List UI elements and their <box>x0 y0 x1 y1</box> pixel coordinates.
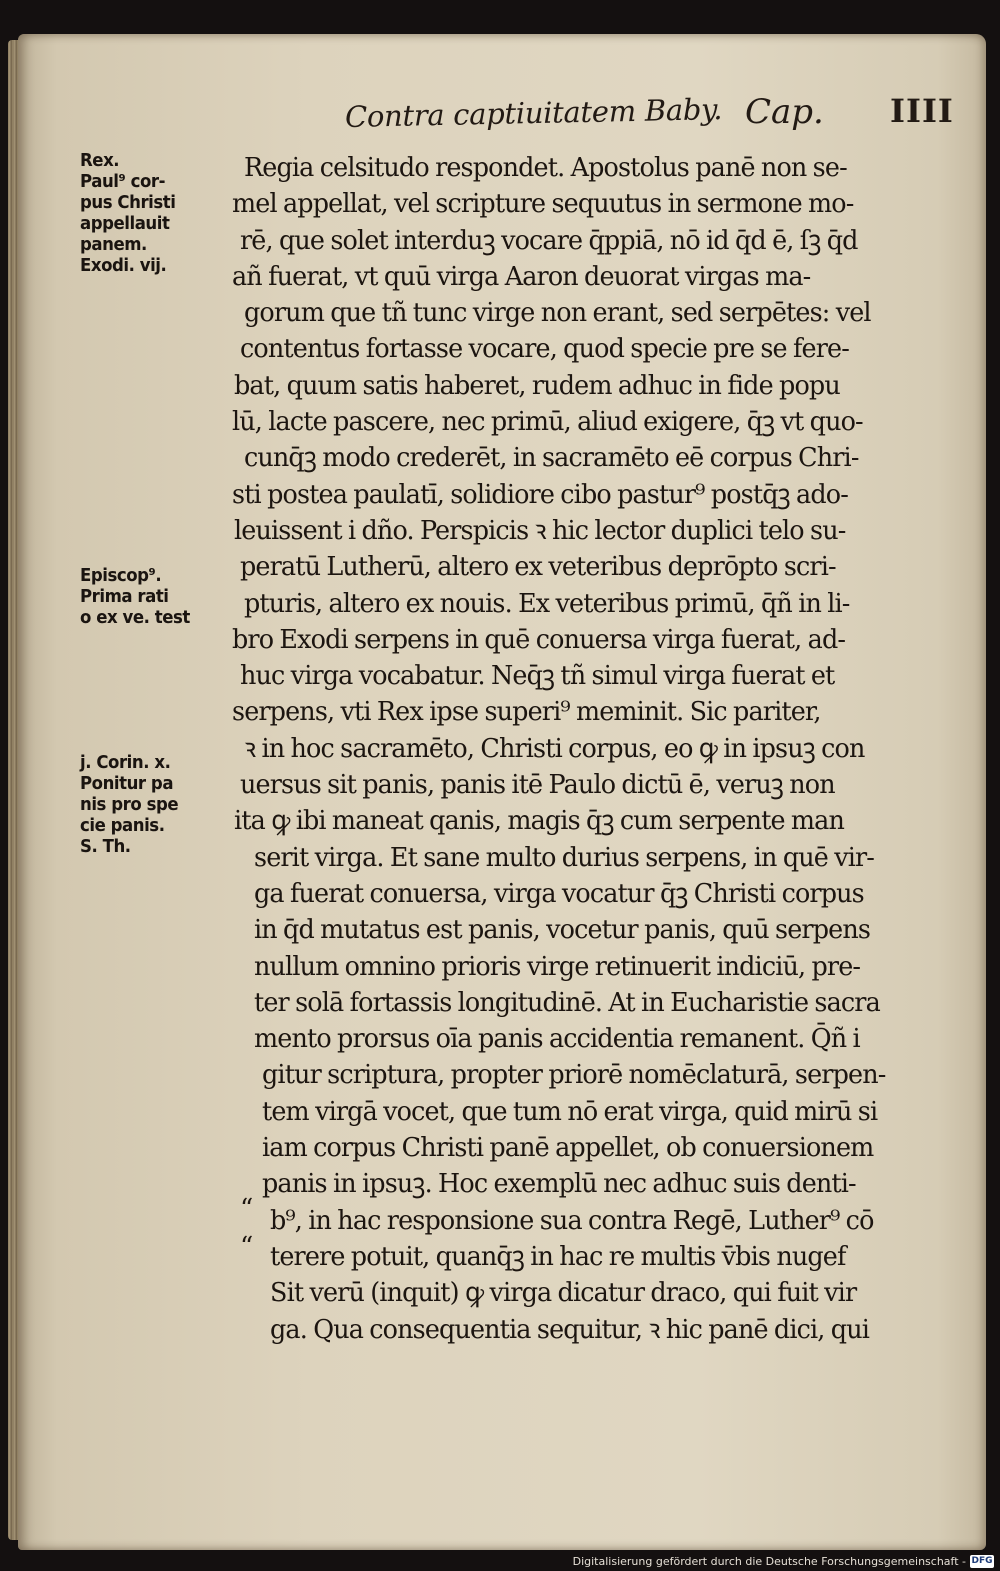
text-line: ter solā fortassis longitudinē. At in Eucharistie sacra <box>254 986 880 1018</box>
text-line: ga. Qua consequentia sequitur, ꝛ hic panē dici, qui <box>270 1313 869 1345</box>
marginal-line: j. Corin. x. <box>80 752 171 773</box>
text-line: bro Exodi serpens in quē conuersa virga fuerat, ad- <box>232 623 846 655</box>
text-line: serpens, vti Rex ipse superi⁹ meminit. Sic pariter, <box>232 696 821 728</box>
text-line: peratū Lutherū, altero ex veteribus deprōpto scri- <box>240 551 836 583</box>
text-line: leuissent i dño. Perspicis ꝛ hic lector duplici telo su- <box>234 514 846 546</box>
folio-number: IIII <box>890 92 954 130</box>
quotation-mark: “ <box>240 1232 254 1262</box>
text-line: huc virga vocabatur. Neq̄ꝫ tñ simul virga fuerat et <box>240 660 835 692</box>
dfg-logo: DFG <box>971 1556 993 1566</box>
running-title: Contra captiuitatem Baby. <box>344 92 723 134</box>
text-line: contentus fortasse vocare, quod specie pre se fere- <box>240 333 849 365</box>
text-line: Regia celsitudo respondet. Apostolus panē non se- <box>244 152 847 183</box>
marginal-line: panem. <box>80 234 147 255</box>
page-header <box>345 92 965 142</box>
text-line: mento prorsus oīa panis accidentia remanent. Q̄ñ i <box>254 1023 860 1055</box>
main-text-block <box>232 150 972 1348</box>
text-line: ga fuerat conuersa, virga vocatur q̄ꝫ Christi corpus <box>254 877 864 909</box>
marginal-line: cie panis. <box>80 815 165 836</box>
digitization-credit: Digitalisierung gefördert durch die Deutsche Forschungsgemeinschaft - <box>572 1555 966 1568</box>
text-line: pturis, altero ex nouis. Ex veteribus primū, q̄ñ in li- <box>244 587 850 619</box>
text-line: iam corpus Christi panē appellet, ob conuersionem <box>262 1132 874 1164</box>
text-line: in q̄d mutatus est panis, vocetur panis, quū serpens <box>254 914 871 946</box>
marginal-line: Ponitur pa <box>80 773 174 794</box>
text-line: lū, lacte pascere, nec primū, aliud exigere, q̄ꝫ vt quo- <box>232 406 863 438</box>
marginal-note-2 <box>80 565 199 628</box>
marginal-line: Episcop⁹. <box>80 565 162 586</box>
marginal-line: nis pro spe <box>80 794 179 815</box>
chapter-label: Cap. <box>745 92 824 132</box>
marginal-line: Rex. <box>80 150 120 171</box>
text-line: sti postea paulatī, solidiore cibo pastur⁹ postq̄ꝫ ado- <box>232 478 848 510</box>
text-line: añ fuerat, vt quū virga Aaron deuorat virgas ma- <box>232 260 811 292</box>
text-line: Sit verū (inquit) ꝙ virga dicatur draco, qui fuit vir <box>270 1277 857 1309</box>
text-line: gorum que tñ tunc virge non erant, sed serpētes: vel <box>244 297 871 329</box>
text-line: tem virgā vocet, que tum nō erat virga, quid mirū si <box>262 1095 878 1127</box>
marginal-line: appellauit <box>80 213 170 234</box>
text-line: ꝛ in hoc sacramēto, Christi corpus, eo ꝙ in ipsuꝫ con <box>244 732 865 764</box>
text-line: bat, quum satis haberet, rudem adhuc in fide popu <box>234 369 840 401</box>
marginal-line: S. Th. <box>80 836 131 857</box>
text-line: cunq̄ꝫ modo crederēt, in sacramēto eē corpus Chri- <box>244 442 859 474</box>
quotation-mark: “ <box>240 1194 254 1224</box>
marginal-line: Paul⁹ cor- <box>80 171 165 192</box>
marginal-note-3 <box>80 752 187 857</box>
text-line: b⁹, in hac responsione sua contra Regē, Luther⁹ cō <box>270 1204 874 1236</box>
text-line: nullum omnino prioris virge retinuerit indiciū, pre- <box>254 950 861 982</box>
quotation-marks <box>240 1190 253 1266</box>
marginal-line: o ex ve. test <box>80 607 190 628</box>
marginal-line: Exodi. vij. <box>80 255 167 276</box>
text-line: serit virga. Et sane multo durius serpens, in quē vir- <box>254 841 875 873</box>
marginal-note-1 <box>80 150 184 276</box>
marginal-line: pus Christi <box>80 192 176 213</box>
text-line: mel appellat, vel scripture sequutus in sermone mo- <box>232 188 854 220</box>
text-line: gitur scriptura, propter priorē nomēclaturā, serpen- <box>262 1059 886 1091</box>
marginal-line: Prima rati <box>80 586 169 607</box>
text-line: uersus sit panis, panis itē Paulo dictū ē, veruꝫ non <box>240 769 835 801</box>
text-line: rē, que solet interduꝫ vocare q̄ppiā, nō id q̄d ē, ſꝫ q̄d <box>240 224 858 256</box>
text-line: panis in ipsuꝫ. Hoc exemplū nec adhuc suis denti- <box>262 1168 856 1200</box>
text-line: terere potuit, quanq̄ꝫ in hac re multis v̄bis nugef <box>270 1240 846 1272</box>
text-line: ita ꝙ ibi maneat qanis, magis q̄ꝫ cum serpente man <box>234 805 844 837</box>
